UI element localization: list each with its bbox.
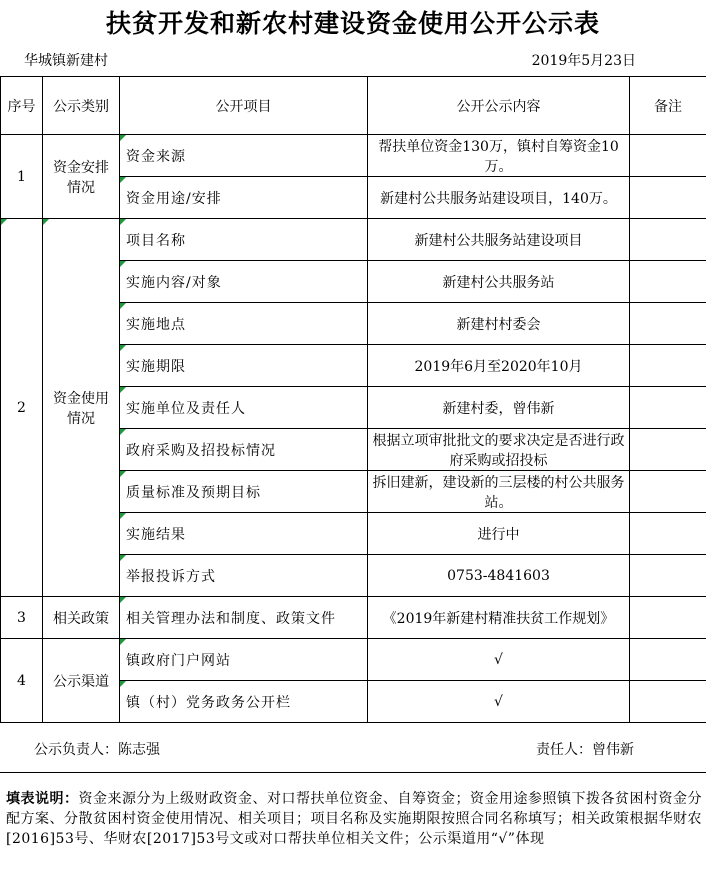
divider [0,772,706,773]
header-content: 公开公示内容 [368,77,630,135]
table-header-row [1,77,706,135]
group-seq: 4 [1,639,43,723]
row-item: 相关管理办法和制度、政策文件 [120,597,368,639]
row-remark [630,429,706,471]
row-remark [630,177,706,219]
row-item: 质量标准及预期目标 [120,471,368,513]
row-remark [630,639,706,681]
row-item: 资金来源 [120,135,368,177]
row-content: 0753-4841603 [368,555,630,597]
group-category: 资金安排情况 [43,135,120,219]
notes-label: 填表说明： [6,791,79,807]
row-content: 《2019年新建村精准扶贫工作规划》 [368,597,630,639]
group-category: 公示渠道 [43,639,120,723]
town-name: 华城镇新建村 [24,53,108,69]
row-content: 根据立项审批批文的要求决定是否进行政府采购或招投标 [368,429,630,471]
row-item: 实施单位及责任人 [120,387,368,429]
row-remark [630,303,706,345]
row-item: 举报投诉方式 [120,555,368,597]
row-remark [630,597,706,639]
group-seq: 2 [1,219,43,597]
row-item: 镇（村）党务政务公开栏 [120,681,368,723]
disclosure-table [0,76,706,723]
row-remark [630,345,706,387]
row-item: 资金用途/安排 [120,177,368,219]
row-remark [630,471,706,513]
page-title: 扶贫开发和新农村建设资金使用公开公示表 [105,9,600,38]
row-content: √ [368,639,630,681]
row-content: 新建村村委会 [368,303,630,345]
group-category: 相关政策 [43,597,120,639]
row-item: 实施期限 [120,345,368,387]
row-item: 镇政府门户网站 [120,639,368,681]
row-remark [630,387,706,429]
row-item: 实施结果 [120,513,368,555]
filling-notes [6,789,702,849]
row-item: 政府采购及招投标情况 [120,429,368,471]
row-remark [630,261,706,303]
row-content: 新建村公共服务站 [368,261,630,303]
header-remark: 备注 [630,77,706,135]
group-seq: 1 [1,135,43,219]
row-content: 新建村公共服务站建设项目 [368,219,630,261]
table-row [1,639,706,681]
group-category: 资金使用情况 [43,219,120,597]
row-content: 2019年6月至2020年10月 [368,345,630,387]
header-seq: 序号 [1,77,43,135]
table-row [1,597,706,639]
row-remark [630,681,706,723]
row-item: 实施内容/对象 [120,261,368,303]
header-item: 公开项目 [120,77,368,135]
row-item: 项目名称 [120,219,368,261]
row-content: 帮扶单位资金130万，镇村自筹资金10万。 [368,135,630,177]
row-remark [630,219,706,261]
row-content: 新建村委，曾伟新 [368,387,630,429]
row-content: 拆旧建新，建设新的三层楼的村公共服务站。 [368,471,630,513]
publisher-signature: 公示负责人：陈志强 [34,742,160,758]
header-category: 公示类别 [43,77,120,135]
row-content: 新建村公共服务站建设项目，140万。 [368,177,630,219]
group-seq: 3 [1,597,43,639]
table-row [1,219,706,261]
row-item: 实施地点 [120,303,368,345]
responsible-signature: 责任人：曾伟新 [536,742,634,758]
row-remark [630,135,706,177]
row-remark [630,513,706,555]
row-content: √ [368,681,630,723]
notes-text: 资金来源分为上级财政资金、对口帮扶单位资金、自筹资金；资金用途参照镇下拨各贫困村资金分配方案、分散贫困村资金使用情况、相关项目；项目名称及实施期限按照合同名称填写；相关政策根据华财农[2016]53号、华财农[2017]53号文或对口帮扶单位相关文件；公示渠道用“√”体现 [6,791,702,847]
table-row [1,135,706,177]
row-remark [630,555,706,597]
row-content: 进行中 [368,513,630,555]
publish-date: 2019年5月23日 [531,53,636,69]
